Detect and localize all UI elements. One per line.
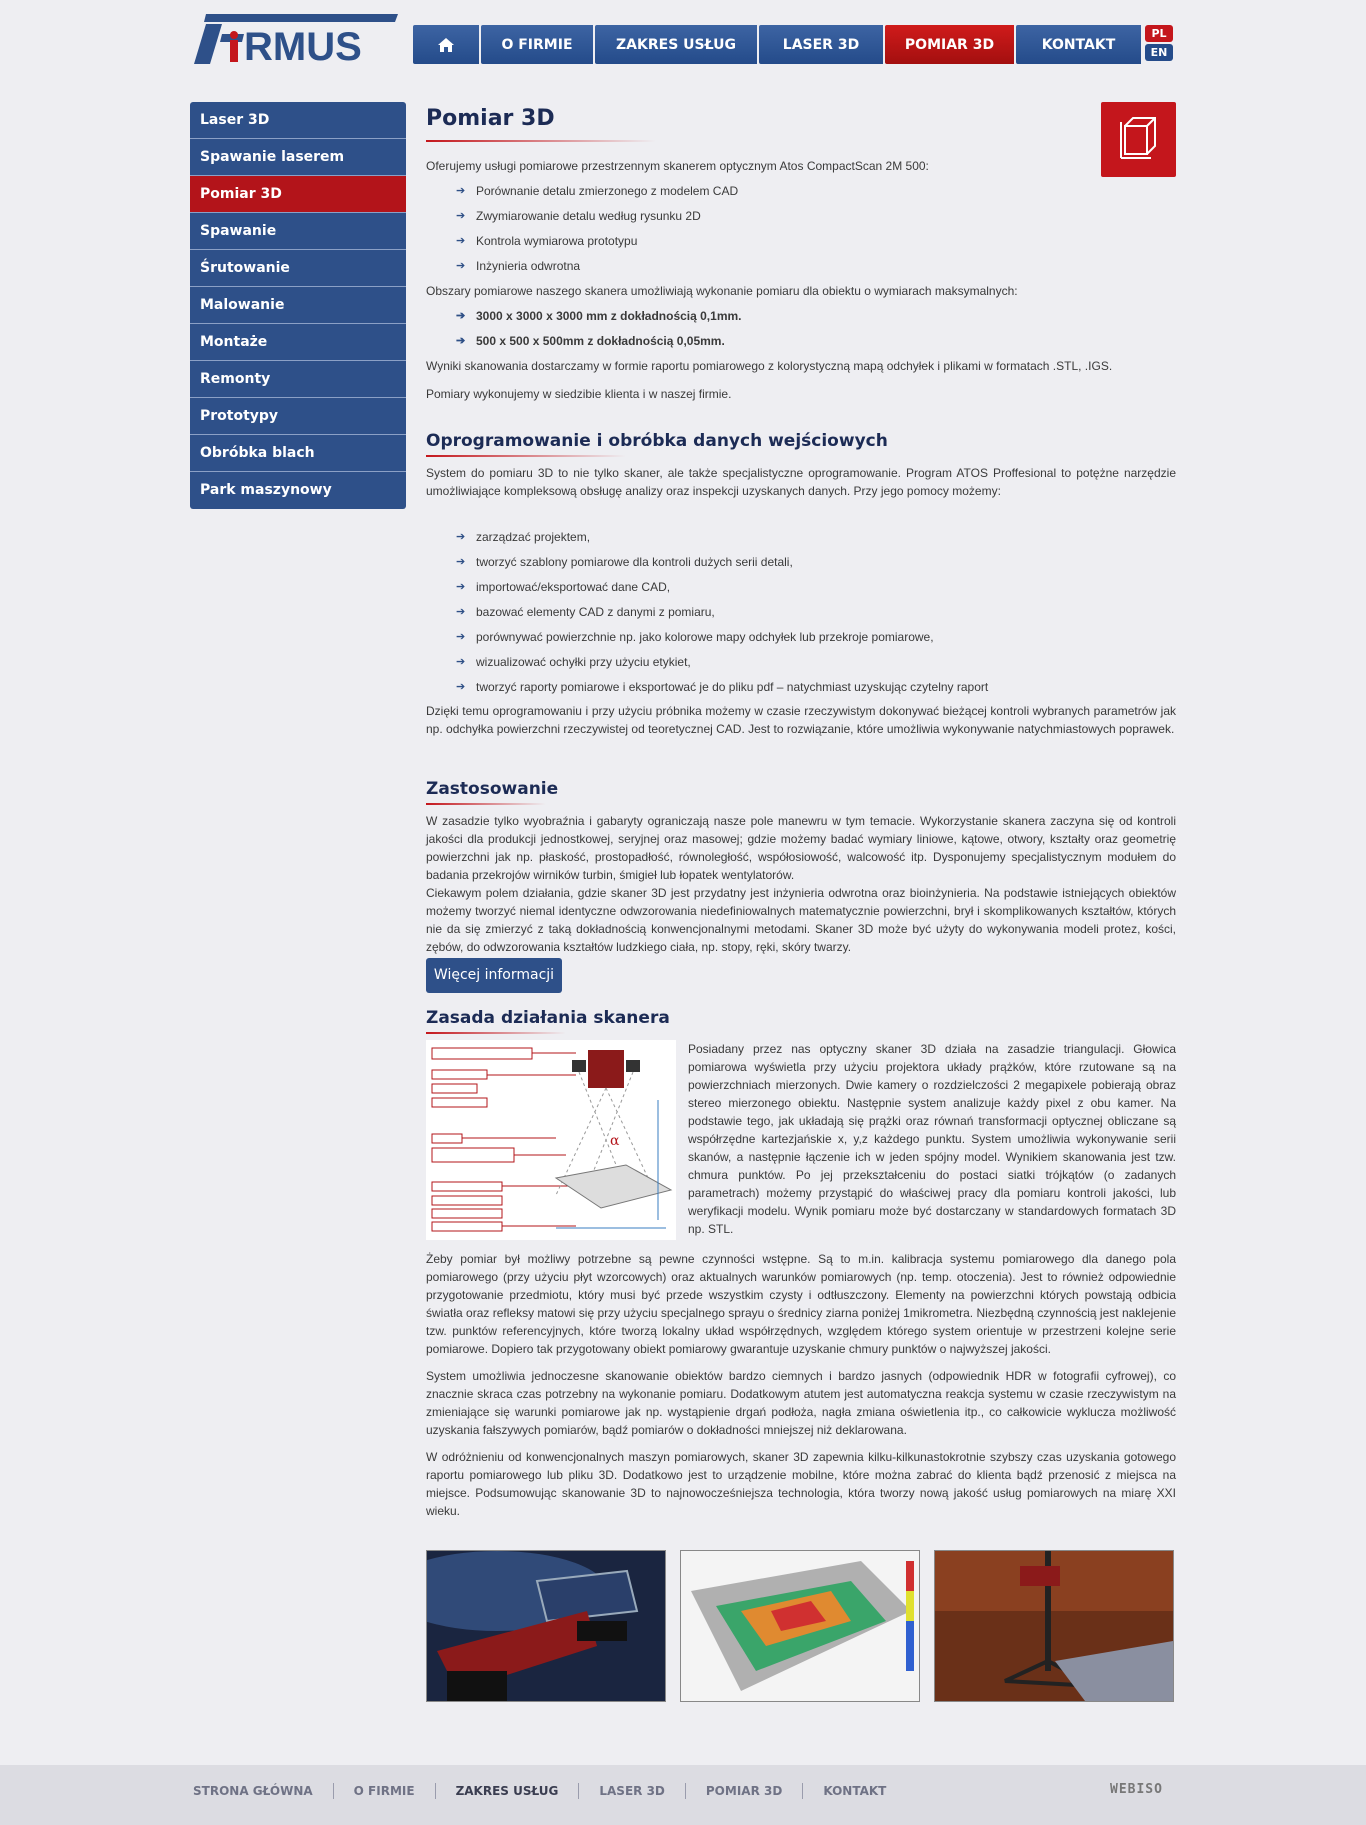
sidebar-item-spawanie[interactable]: Spawanie	[190, 213, 406, 250]
sidebar-item-montaze[interactable]: Montaże	[190, 324, 406, 361]
list-item: ➔ tworzyć szablony pomiarowe dla kontroli dużych serii detali,	[456, 553, 793, 571]
list-item: ➔ importować/eksportować dane CAD,	[456, 578, 670, 596]
sidebar-item-spawanie-laserem[interactable]: Spawanie laserem	[190, 139, 406, 176]
sidebar-item-malowanie[interactable]: Malowanie	[190, 287, 406, 324]
list-item: ➔ 3000 x 3000 x 3000 mm z dokładnością 0,1mm.	[456, 307, 742, 325]
nav-kontakt[interactable]: KONTAKT	[1016, 25, 1143, 64]
home-icon	[437, 37, 455, 53]
obszary-text: Obszary pomiarowe naszego skanera umożliwiają wykonanie pomiaru dla obiektu o wymiarach maksymalnych:	[426, 284, 1018, 298]
section-underline	[426, 1032, 566, 1034]
header	[0, 0, 1366, 80]
footer-link-strona-glowna[interactable]: STRONA GŁÓWNA	[193, 1783, 334, 1799]
list-item: ➔ porównywać powierzchnie np. jako kolorowe mapy odchyłek lub przekroje pomiarowe,	[456, 628, 934, 646]
section-heading-zasada: Zasada działania skanera	[426, 1008, 670, 1028]
gallery-photo-deviation-map[interactable]	[680, 1550, 920, 1702]
lang-pl[interactable]: PL	[1145, 25, 1173, 42]
scanner-diagram	[426, 1040, 676, 1240]
odroznienie-text: W odróżnieniu od konwencjonalnych maszyn pomiarowych, skaner 3D zapewnia kilku-kilkunastokrotnie szybszy czas uzyskania gotowego raportu pomiarowego lub pliku 3D. Dodatkowo jest to urządzenie mobilne, które można zabrać do klienta bądź przenosić z miejsca na miejsce. Podsumowując skanowanie 3D to najnowocześniejsza technologia, która tworzy nową jakość usług pomiarowych na miarę XXI wieku.	[426, 1450, 1176, 1518]
zastosowanie-text-2: Ciekawym polem działania, gdzie skaner 3D jest przydatny jest inżynieria odwrotna oraz bioinżynieria. Na podstawie istniejących obiektów możemy tworzyć niemal identyczne odwzorowania niedefiniowalnych matematycznie powierzchni, brył i skomplikowanych kształtów, których nie da się zmierzyć z taką dokładnością konwencjonalnymi metodami. Skaner 3D może być użyty do wykonywania modeli protez, kości, zębów, do odwzorowania kształtów ludzkiego ciała, np. stopy, ręki, skóry twarzy.	[426, 886, 1176, 954]
footer	[0, 1765, 1366, 1825]
nav-pomiar-3d[interactable]: POMIAR 3D	[885, 25, 1016, 64]
footer-link-pomiar-3d[interactable]: POMIAR 3D	[686, 1783, 803, 1799]
sidebar-item-pomiar-3d[interactable]: Pomiar 3D	[190, 176, 406, 213]
language-switcher	[1145, 25, 1173, 63]
sidebar-item-srutowanie[interactable]: Śrutowanie	[190, 250, 406, 287]
software-text: System do pomiaru 3D to nie tylko skaner, ale także specjalistyczne oprogramowanie. Program ATOS Proffesional to potężne narzędzie umożliwiające kompleksową obsługę analizy oraz inspekcji uzyskanych danych. Przy jego pomocy możemy:	[426, 466, 1176, 498]
zastosowanie-text-1: W zasadzie tylko wyobraźnia i gabaryty ograniczają nasze pole manewru w tym temacie. Wykorzystanie skanera zaczyna się od kontroli jakości dla produkcji jednostkowej, seryjnej oraz masowej; gdzie możemy badać wymiary liniowe, kątowe, otwory, kształty oraz geometrię powierzchni jak np. płaskość, prostopadłość, równoległość, współosiowość, walcowość itp. Dysponujemy specjalistycznym modułem do badania przekrojów wirników turbin, śmigieł lub łopatek wentylatorów.	[426, 814, 1176, 882]
section-underline	[426, 803, 546, 805]
zasada-text: Posiadany przez nas optyczny skaner 3D działa na zasadzie triangulacji. Głowica pomiarowa wyświetla przy użyciu projektora układy prążków, które rzutowane są na powierzchniach mierzonych. Dwie kamery o rozdzielczości 2 megapixele pobierają obraz stereo mierzonego obiektu. Następnie system analizuje każdy pixel z obu kamer. Na podstawie tego, jak układają się prążki oraz równań transformacji optycznej obliczane są współrzędne kartezjańskie x, y,z każdego punktu. System umożliwia wykonywanie serii skanów, a następnie łączenie ich w jeden spójny model. Wynikiem skanowania jest tzw. chmura punktów. Po jej przekształceniu do postaci siatki trójkątów (o zadanych parametrach) możemy przystąpić do właściwej pracy dla pomiaru kontroli jakości, lub weryfikacji modelu. Wynik pomiaru może być dostarczany w standardowych formatach 3D np. STL.	[688, 1042, 1176, 1236]
webiso-credit[interactable]: WEBISO	[1110, 1782, 1163, 1797]
page-title: Pomiar 3D	[426, 106, 555, 131]
zeby-text: Żeby pomiar był możliwy potrzebne są pewne czynności wstępne. Są to m.in. kalibracja systemu pomiarowego dla danego pola pomiarowego (przy użyciu płyt wzorcowych) oraz aktualnych warunków pomiarowych (np. temp. otoczenia). Jest to również odpowiednie przygotowanie przedmiotu, który musi być przede wszystkim czysty i odtłuszczony. Elementy na powierzchni których powstają odbicia światła oraz refleksy matowi się przy użyciu specjalnego sprayu o średnicy ziarna poniżej 1mikrometra. Niezbędną czynnością jest naklejenie tzw. punktów referencyjnych, które tworzą lokalny układ współrzędnych, względem którego system orientuje w przestrzeni kolejne serie pomiarowe. Dopiero tak przygotowany obiekt pomiarowy gwarantuje uzyskanie chmury punktów o najwyższej jakości.	[426, 1252, 1176, 1356]
list-item: ➔ wizualizować ochyłki przy użyciu etykiet,	[456, 653, 691, 671]
nav-zakres-uslug[interactable]: ZAKRES USŁUG	[595, 25, 759, 64]
system-text: System umożliwia jednoczesne skanowanie obiektów bardzo ciemnych i bardzo jasnych (odpowiednik HDR w fotografii cyfrowej), co znacznie skraca czas potrzebny na wykonanie pomiaru. Dodatkowym atutem jest automatyczna reakcja systemu w czasie rzeczywistym na zmieniające się warunki pomiarowe jak np. wystąpienie drgań podłoża, nagła zmiana oświetlenia itp., co całkowicie wyklucza możliwość uzyskania fałszywych pomiarów, bądź pomiarów o dokładności mniejszej niż deklarowana.	[426, 1369, 1176, 1437]
footer-link-o-firmie[interactable]: O FIRMIE	[334, 1783, 436, 1799]
firmus-logo[interactable]	[192, 10, 398, 66]
title-underline	[426, 140, 656, 142]
more-info-button[interactable]: Więcej informacji	[426, 958, 562, 993]
section-heading-software: Oprogramowanie i obróbka danych wejściowych	[426, 431, 888, 451]
gallery-photo-scanner-stand[interactable]	[934, 1550, 1174, 1702]
footer-link-zakres-uslug[interactable]: ZAKRES USŁUG	[436, 1783, 580, 1799]
sidebar-item-laser-3d[interactable]: Laser 3D	[190, 102, 406, 139]
main-nav	[413, 25, 1143, 64]
list-item: ➔ Inżynieria odwrotna	[456, 257, 580, 275]
lang-en[interactable]: EN	[1145, 44, 1173, 61]
svg-text:RMUS: RMUS	[244, 25, 362, 66]
intro-text: Oferujemy usługi pomiarowe przestrzennym skanerem optycznym Atos CompactScan 2M 500:	[426, 159, 929, 173]
sidebar-item-remonty[interactable]: Remonty	[190, 361, 406, 398]
footer-nav	[193, 1783, 906, 1799]
list-item: ➔ bazować elementy CAD z danymi z pomiaru,	[456, 603, 715, 621]
section-underline	[426, 455, 626, 457]
nav-o-firmie[interactable]: O FIRMIE	[481, 25, 595, 64]
gallery-photo-scanner[interactable]	[426, 1550, 666, 1702]
pomiary-text: Pomiary wykonujemy w siedzibie klienta i w naszej firmie.	[426, 387, 732, 401]
list-item: ➔ Zwymiarowanie detalu według rysunku 2D	[456, 207, 701, 225]
nav-laser-3d[interactable]: LASER 3D	[759, 25, 885, 64]
dzieki-text: Dzięki temu oprogramowaniu i przy użyciu próbnika możemy w czasie rzeczywistym dokonywać bieżącej kontroli wybranych parametrów jak np. odchyłka powierzchni rzeczywistej od teoretycznej CAD. Jest to rozwiązanie, które umożliwia wykonywanie natychmiastowych poprawek.	[426, 704, 1176, 736]
list-item: ➔ 500 x 500 x 500mm z dokładnością 0,05mm.	[456, 332, 725, 350]
svg-text:α: α	[610, 1133, 620, 1149]
sidebar	[190, 102, 406, 509]
list-item: ➔ zarządzać projektem,	[456, 528, 590, 546]
list-item: ➔ tworzyć raporty pomiarowe i eksportować je do pliku pdf – natychmiast uzyskując czytelny raport	[456, 678, 988, 696]
footer-link-laser-3d[interactable]: LASER 3D	[579, 1783, 686, 1799]
sidebar-item-prototypy[interactable]: Prototypy	[190, 398, 406, 435]
list-item: ➔ Porównanie detalu zmierzonego z modelem CAD	[456, 182, 738, 200]
list-item: ➔ Kontrola wymiarowa prototypu	[456, 232, 637, 250]
footer-link-kontakt[interactable]: KONTAKT	[823, 1784, 887, 1798]
wyniki-text: Wyniki skanowania dostarczamy w formie raportu pomiarowego z kolorystyczną mapą odchyłek i plikami w formatach .STL, .IGS.	[426, 359, 1113, 373]
nav-home[interactable]	[413, 25, 481, 64]
section-heading-zastosowanie: Zastosowanie	[426, 779, 559, 799]
sidebar-item-park-maszynowy[interactable]: Park maszynowy	[190, 472, 406, 509]
sidebar-item-obrobka-blach[interactable]: Obróbka blach	[190, 435, 406, 472]
